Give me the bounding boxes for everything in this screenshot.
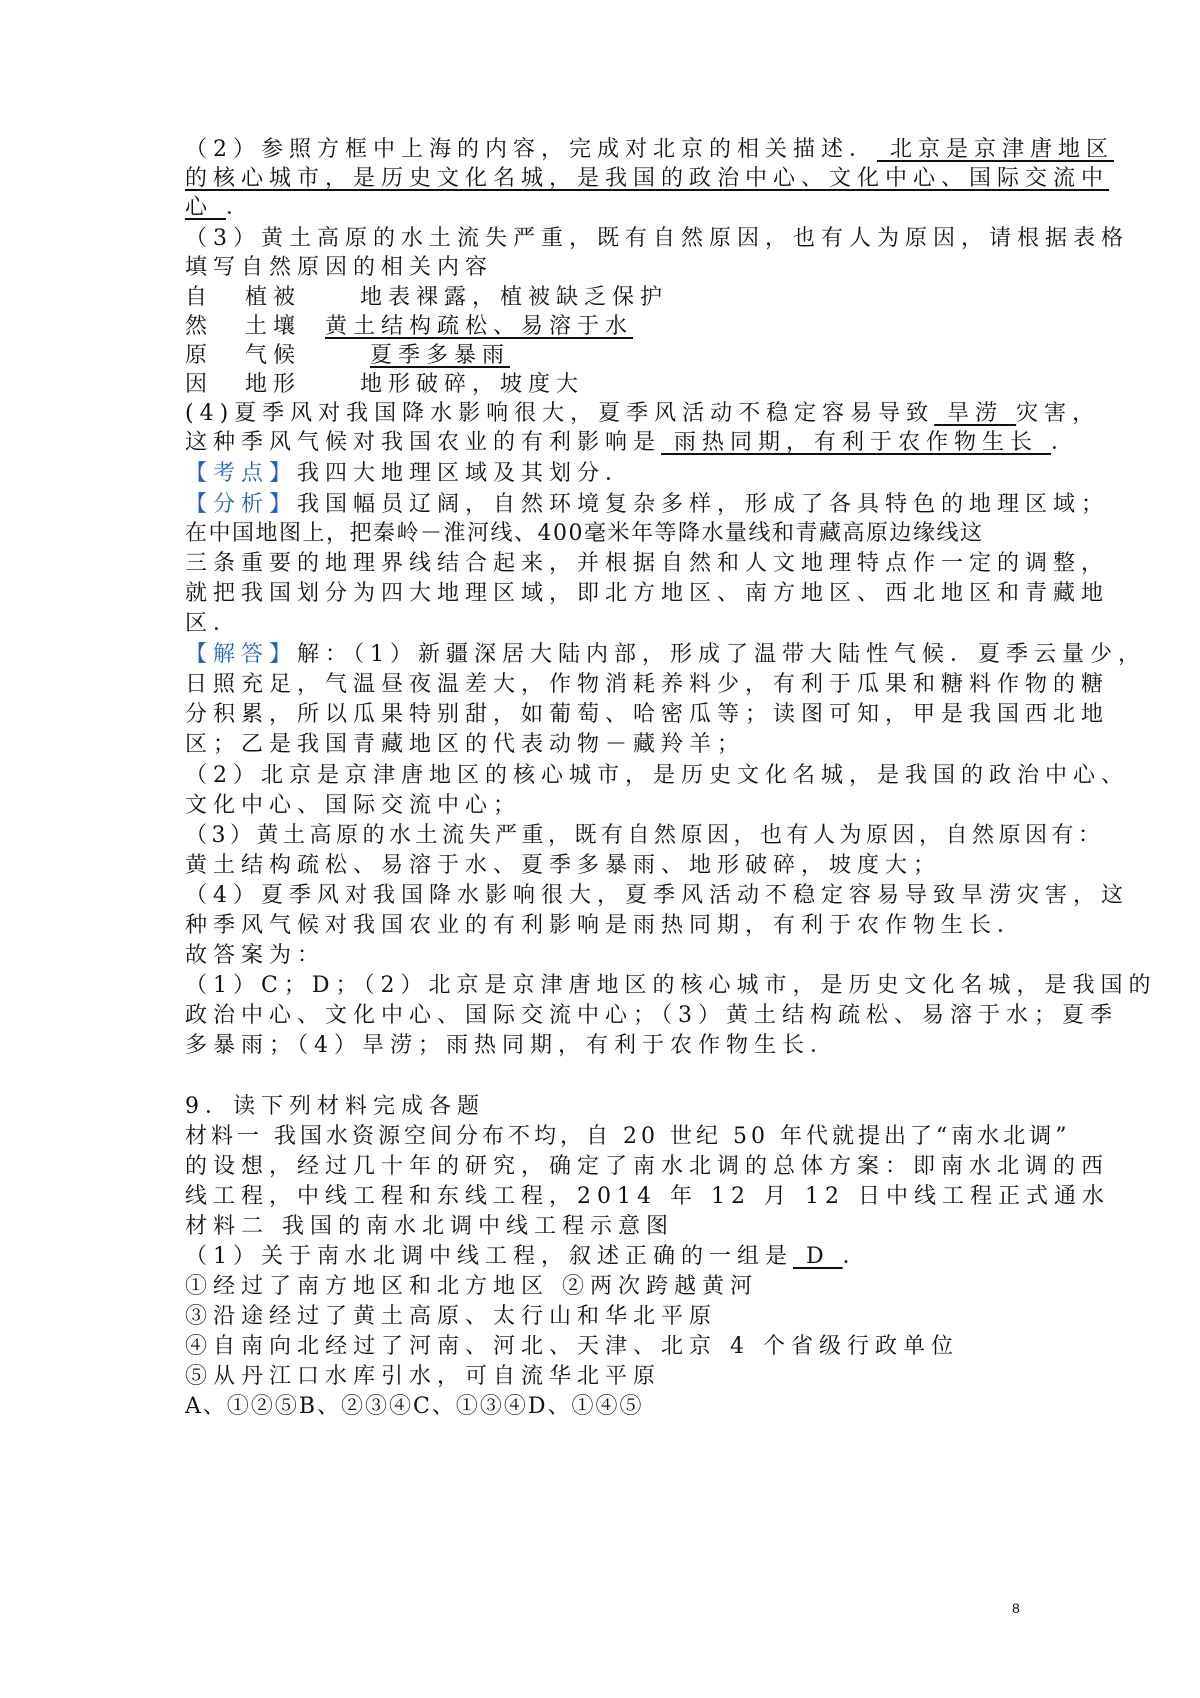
kaodian-tag: 【考点】 (185, 461, 298, 486)
q8-part4-answer-1: 旱涝 (934, 401, 1017, 426)
jieda-line9: （4）夏季风对我国降水影响很大，夏季风活动不稳定容易导致旱涝灾害，这 (185, 883, 1129, 908)
period: ． (1051, 430, 1080, 455)
kaodian-line (185, 459, 633, 489)
q8-part4-suffix: 灾害， (1016, 401, 1101, 426)
table-cell-factor: 植被 (245, 285, 302, 310)
fenxi-line3: 三条重要的地理界线结合起来，并根据自然和人文地理特点作一定的调整， (185, 551, 1110, 576)
jieda-tag: 【解答】 (185, 642, 298, 667)
table-row (185, 283, 785, 313)
table-cell-factor: 土壤 (245, 314, 302, 339)
table-cell-factor: 气候 (245, 343, 302, 368)
table-cell-content: 地形破碎，坡度大 (360, 372, 585, 397)
table-cell-category: 然 (185, 314, 214, 339)
jieda-line1 (185, 640, 1146, 670)
table-cell-category: 原 (185, 343, 214, 368)
jieda-line14: 多暴雨；（4）旱涝；雨热同期，有利于农作物生长． (185, 1033, 838, 1058)
fenxi-text: 我国幅员辽阔，自然环境复杂多样，形成了各具特色的地理区域； (297, 492, 1110, 517)
table-row (185, 341, 785, 371)
jieda-line10: 种季风气候对我国农业的有利影响是雨热同期，有利于农作物生长． (185, 913, 1026, 938)
q9-option3: ④自南向北经过了河南、河北、天津、北京 4 个省级行政单位 (185, 1334, 959, 1359)
table-row (185, 312, 785, 342)
jieda-text: 解：（1）新疆深居大陆内部，形成了温带大陆性气候．夏季云量少， (297, 642, 1147, 667)
table-cell-factor: 地形 (245, 372, 302, 397)
fenxi-line2: 在中国地图上，把秦岭－淮河线、400毫米年等降水量线和青藏高原边缘线这 (185, 521, 984, 546)
q9-option2: ③沿途经过了黄土高原、太行山和华北平原 (185, 1304, 718, 1329)
q8-part4-prompt: (4)夏季风对我国降水影响很大，夏季风活动不稳定容易导致 (185, 401, 935, 426)
jieda-line7: （3）黄土高原的水土流失严重，既有自然原因，也有人为原因，自然原因有： (185, 823, 1105, 848)
fenxi-line5: 区． (185, 611, 242, 636)
jieda-line4: 区；乙是我国青藏地区的代表动物－藏羚羊； (185, 732, 746, 757)
kaodian-text: 我四大地理区域及其划分． (297, 461, 634, 486)
jieda-line11: 故答案为： (185, 943, 326, 968)
table-cell-category: 因 (185, 372, 214, 397)
jieda-line8: 黄土结构疏松、易溶于水、夏季多暴雨、地形破碎，坡度大； (185, 853, 942, 878)
table-row (185, 370, 785, 400)
period: ． (226, 195, 255, 220)
fenxi-tag: 【分析】 (185, 492, 298, 517)
q8-part2-line1 (185, 135, 1114, 165)
table-cell-answer: 夏季多暴雨 (370, 343, 511, 368)
q9-option4: ⑤从丹江口水库引水，可自流华北平原 (185, 1364, 662, 1389)
q9-sub1-answer: D (793, 1244, 843, 1269)
q8-part3-line1: （3）黄土高原的水土流失严重，既有自然原因，也有人为原因，请根据表格 (185, 226, 1129, 251)
page-number: 8 (1012, 1600, 1020, 1616)
q8-part4-answer-2: 雨热同期，有利于农作物生长 (661, 430, 1052, 455)
q8-part2-answer-start: 北京是京津唐地区 (877, 137, 1114, 162)
q8-part2-prompt: （2）参照方框中上海的内容，完成对北京的相关描述． (185, 137, 877, 162)
table-cell-answer: 黄土结构疏松、易溶于水 (325, 314, 634, 339)
jieda-line13: 政治中心、文化中心、国际交流中心；（3）黄土结构疏松、易溶于水；夏季 (185, 1003, 1118, 1028)
table-cell-content: 地表裸露，植被缺乏保护 (360, 285, 669, 310)
q8-part4-prompt-2: 这种季风气候对我国农业的有利影响是 (185, 430, 662, 455)
q8-part2-line2 (185, 164, 1109, 194)
q9-choices: A、①②⑤B、②③④C、①③④D、①④⑤ (185, 1394, 644, 1419)
q8-part2-answer-end: 心 (185, 195, 226, 220)
q8-part2-answer-mid: 的核心城市，是历史文化名城，是我国的政治中心、文化中心、国际交流中 (185, 166, 1110, 191)
jieda-line12: （1）C；D；（2）北京是京津唐地区的核心城市，是历史文化名城，是我国的 (185, 973, 1157, 998)
fenxi-line4: 就把我国划分为四大地理区域，即北方地区、南方地区、西北地区和青藏地 (185, 581, 1110, 606)
period: ． (842, 1244, 871, 1269)
q9-sub1 (185, 1242, 871, 1272)
jieda-line3: 分积累，所以瓜果特别甜，如葡萄、哈密瓜等；读图可知，甲是我国西北地 (185, 702, 1110, 727)
q9-option1: ①经过了南方地区和北方地区 ②两次跨越黄河 (185, 1274, 758, 1299)
table-cell-category: 自 (185, 285, 214, 310)
q9-material2: 材料二 我国的南水北调中线工程示意图 (185, 1214, 674, 1239)
jieda-line6: 文化中心、国际交流中心； (185, 793, 522, 818)
q9-title: 9．读下列材料完成各题 (185, 1094, 485, 1119)
q9-material1-line2: 的设想，经过几十年的研究，确定了南水北调的总体方案：即南水北调的西 (185, 1154, 1110, 1179)
q8-part3-line2: 填写自然原因的相关内容 (185, 255, 494, 280)
q9-material1-line3: 线工程，中线工程和东线工程，2014 年 12 月 12 日中线工程正式通水 (185, 1184, 1110, 1209)
q8-part2-line3 (185, 193, 254, 223)
q9-sub1-prompt: （1）关于南水北调中线工程，叙述正确的一组是 (185, 1244, 793, 1269)
jieda-line2: 日照充足，气温昼夜温差大，作物消耗养料少，有利于瓜果和糖料作物的糖 (185, 672, 1110, 697)
fenxi-line1 (185, 490, 1109, 520)
q9-material1-line1: 材料一 我国水资源空间分布不均，自 20 世纪 50 年代就提出了“南水北调” (185, 1124, 1071, 1149)
jieda-line5: （2）北京是京津唐地区的核心城市，是历史文化名城，是我国的政治中心、 (185, 763, 1129, 788)
q8-part4-line1 (185, 399, 1100, 429)
q8-part4-line2 (185, 428, 1079, 458)
